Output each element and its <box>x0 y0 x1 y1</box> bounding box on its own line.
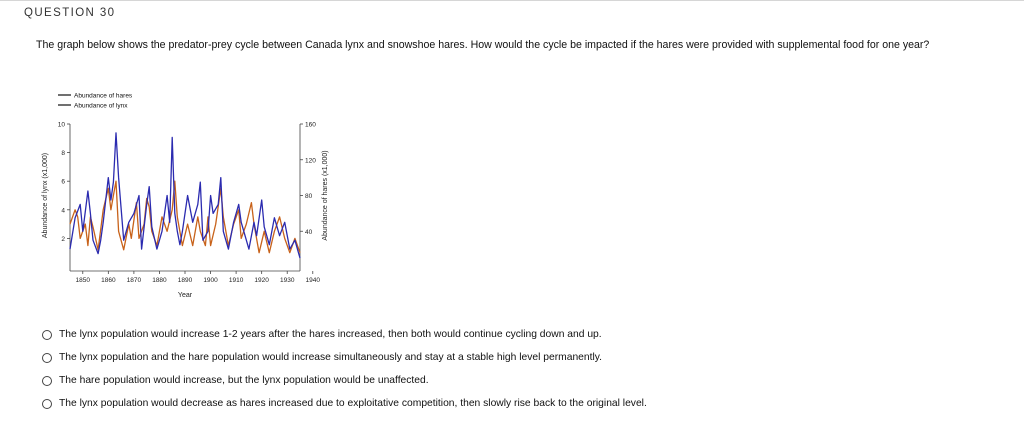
legend-label-0: Abundance of hares <box>74 92 133 100</box>
legend-label-1: Abundance of lynx <box>74 102 128 110</box>
x-tick-label-1: 1860 <box>101 277 116 284</box>
x-tick-label-7: 1920 <box>254 277 269 284</box>
radio-button-a[interactable] <box>42 330 52 340</box>
right-tick-label-1: 80 <box>305 193 313 200</box>
x-tick-label-3: 1880 <box>152 277 167 284</box>
radio-button-b[interactable] <box>42 353 52 363</box>
option-b[interactable] <box>42 346 647 369</box>
radio-button-c[interactable] <box>42 376 52 386</box>
question-header: QUESTION 30 <box>24 7 116 19</box>
option-d-label: The lynx population would decrease as hares increased due to exploitative competition, then slowly rise back to the original level. <box>59 398 647 409</box>
radio-button-d[interactable] <box>42 399 52 409</box>
predator-prey-chart <box>30 84 330 304</box>
left-tick-label-3: 8 <box>61 150 65 158</box>
option-a[interactable] <box>42 323 647 346</box>
option-a-label: The lynx population would increase 1-2 years after the hares increased, then both would continue cycling down and up. <box>59 329 602 340</box>
option-b-label: The lynx population and the hare population would increase simultaneously and stay at a stable high level permanently. <box>59 352 603 363</box>
x-tick-label-0: 1850 <box>75 277 91 284</box>
left-tick-label-4: 10 <box>57 121 65 129</box>
option-c[interactable] <box>42 369 647 392</box>
right-tick-label-3: 160 <box>305 121 316 129</box>
x-tick-label-4: 1890 <box>177 277 193 284</box>
x-tick-label-9: 1940 <box>305 277 321 284</box>
question-prompt: The graph below shows the predator-prey cycle between Canada lynx and snowshoe hares. How would the cycle be impacted if the hares were provided with supplemental food for one year? <box>36 39 930 51</box>
x-tick-label-8: 1930 <box>279 277 295 284</box>
right-tick-label-2: 120 <box>305 157 316 165</box>
right-tick-label-0: 40 <box>305 228 313 236</box>
option-c-label: The hare population would increase, but the lynx population would be unaffected. <box>59 375 429 386</box>
left-tick-label-0: 2 <box>61 235 65 243</box>
x-tick-label-5: 1900 <box>203 277 218 284</box>
x-axis-label: Year <box>177 292 193 299</box>
left-tick-label-1: 4 <box>61 207 65 215</box>
left-axis-label: Abundance of lynx (x1,000) <box>42 152 49 239</box>
top-divider <box>0 0 1024 1</box>
answer-options <box>42 323 647 415</box>
left-tick-label-2: 6 <box>61 178 65 186</box>
right-axis-label: Abundance of hares (x1,000) <box>322 150 329 241</box>
chart-svg <box>30 84 330 304</box>
x-tick-label-2: 1870 <box>126 277 142 284</box>
option-d[interactable] <box>42 392 647 415</box>
x-tick-label-6: 1910 <box>228 277 244 284</box>
